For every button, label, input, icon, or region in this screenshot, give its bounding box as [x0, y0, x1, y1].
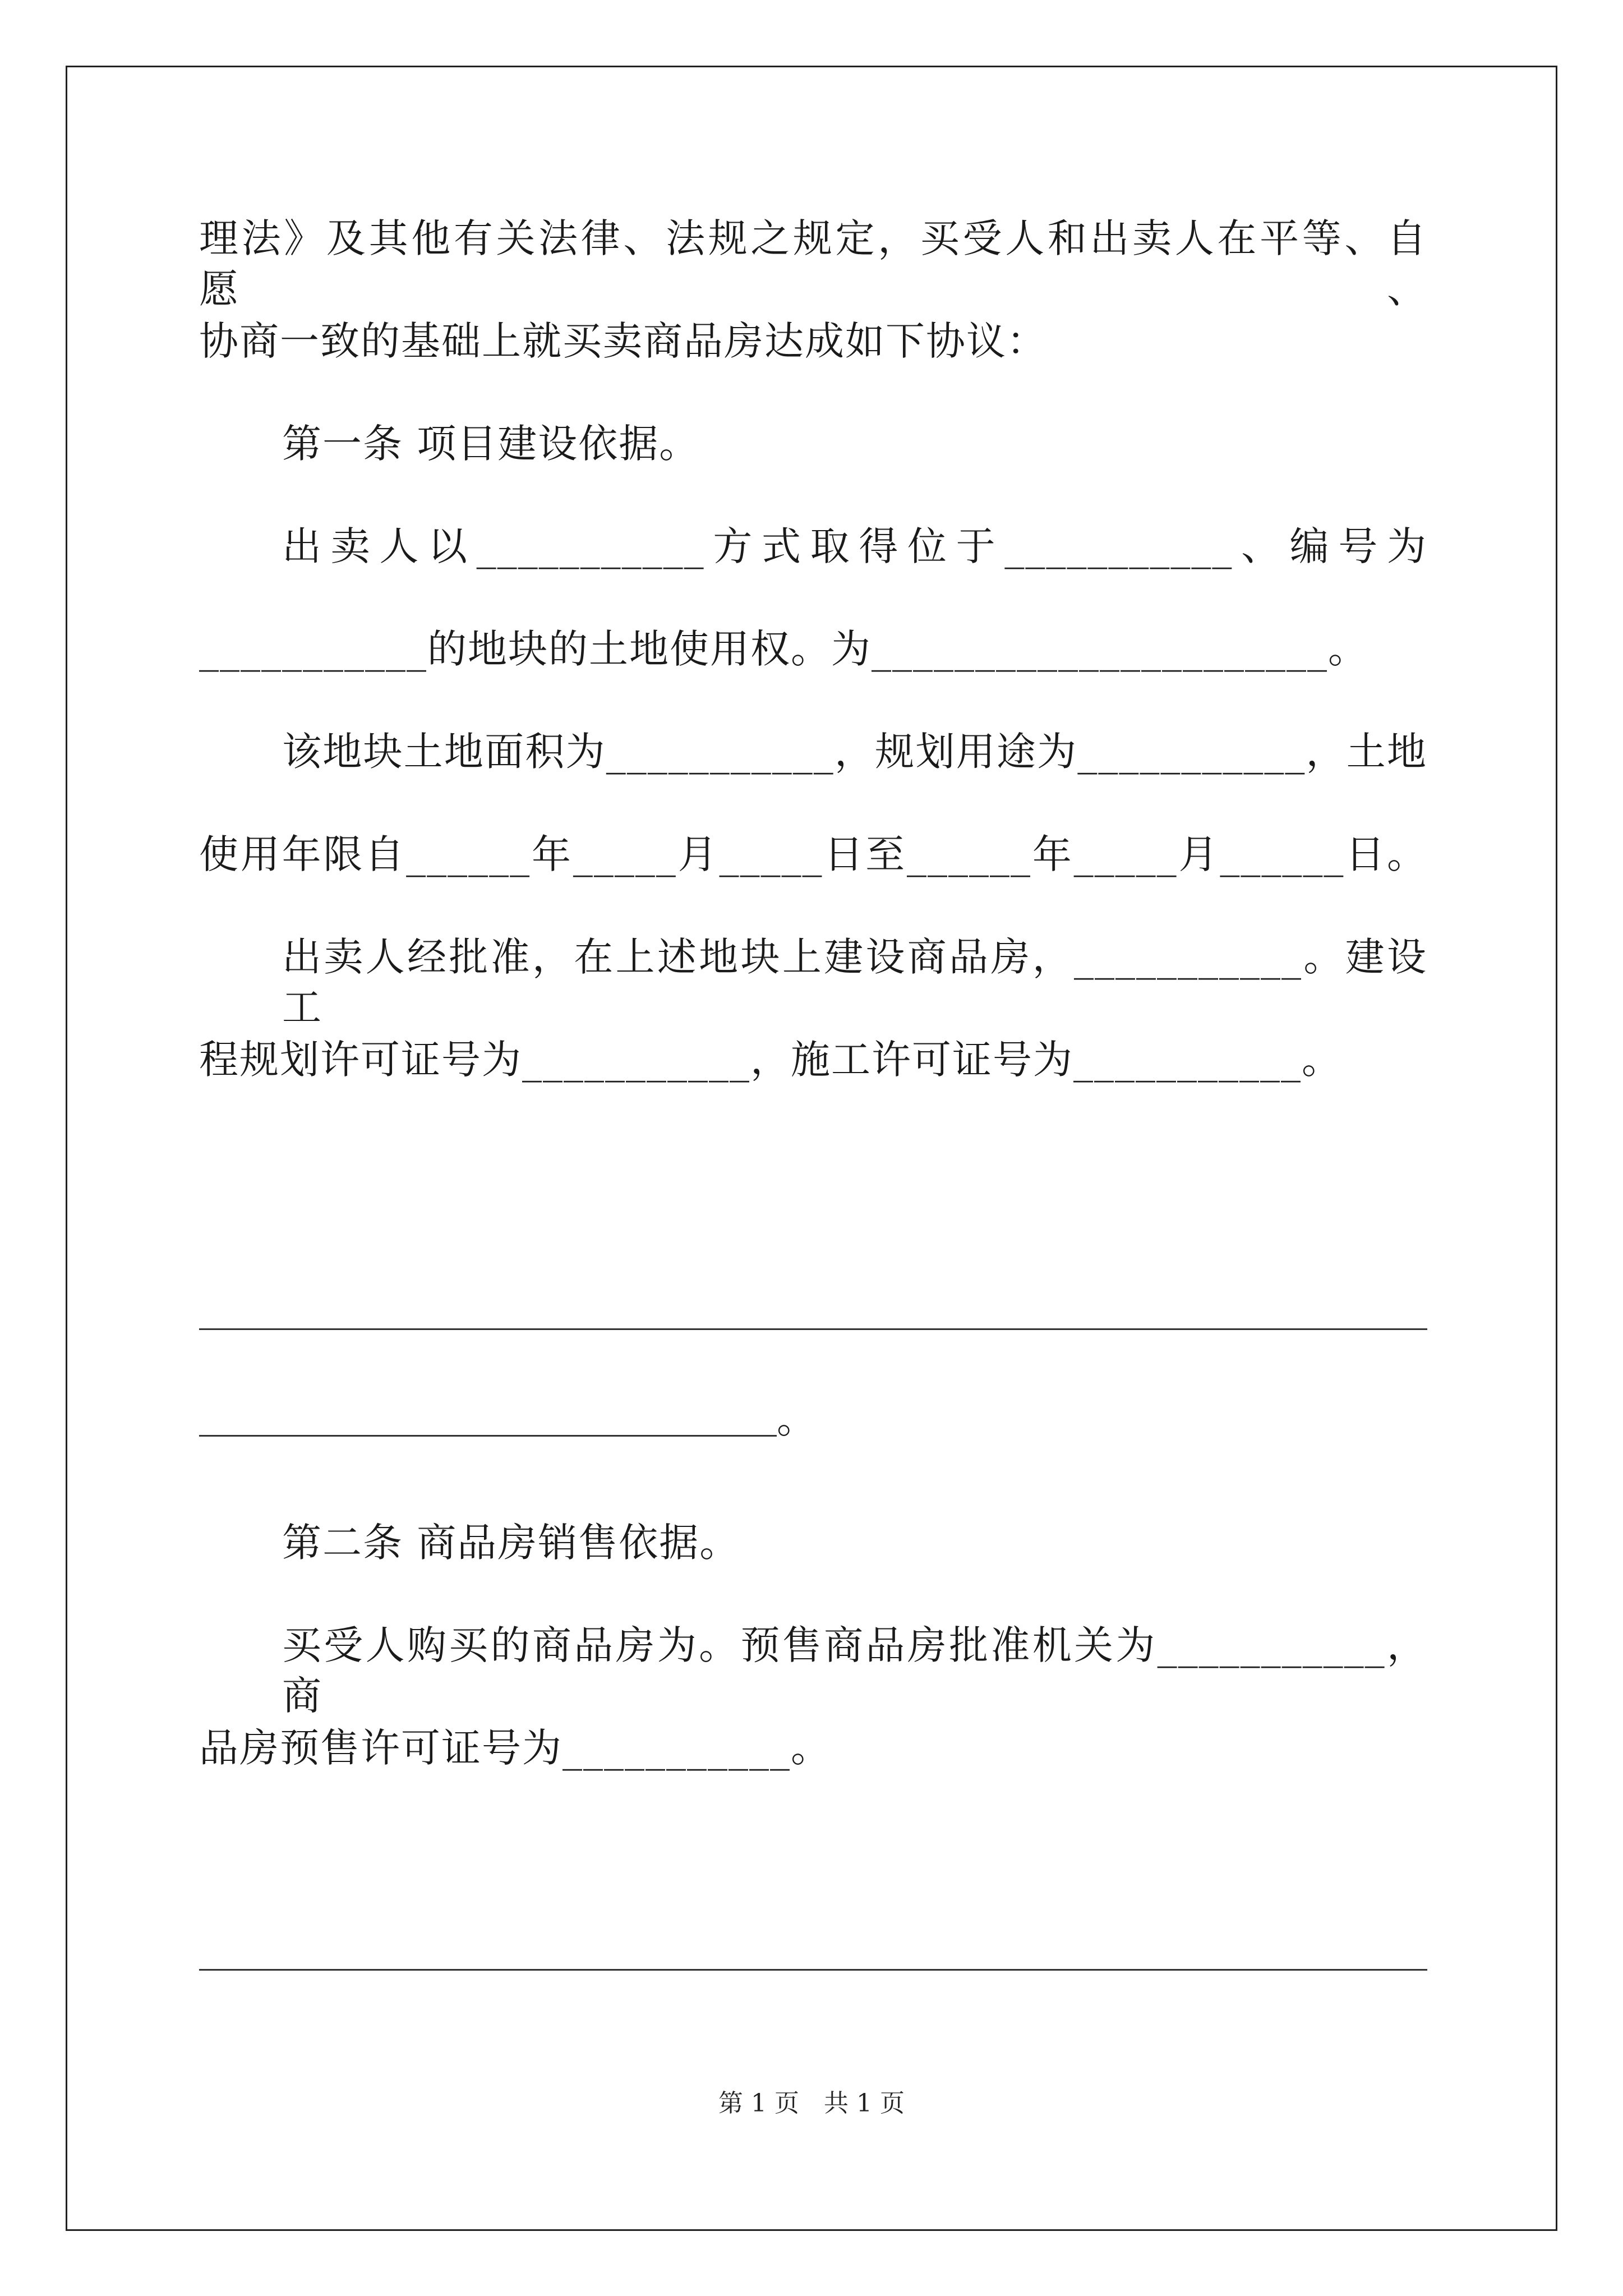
article-heading: 第二条 商品房销售依据。	[282, 1520, 740, 1566]
paragraph-line: 理法》及其他有关法律、法规之规定，买受人和出卖人在平等、自愿、	[199, 215, 1427, 312]
paragraph-line: 买受人购买的商品房为。预售商品房批准机关为___________，商	[282, 1622, 1427, 1719]
paragraph-line: 协商一致的基础上就买卖商品房达成如下协议：	[199, 318, 1047, 364]
article-heading: 第一条 项目建设依据。	[282, 421, 700, 467]
period-mark: 。	[777, 1396, 816, 1442]
fill-in-blank-line	[199, 1435, 777, 1437]
paragraph-line: 使用年限自______年_____月_____日至______年_____月______日。	[199, 831, 1427, 877]
paragraph-line: ___________的地块的土地使用权。为______________________。	[199, 626, 1368, 672]
fill-in-blank-line	[199, 1969, 1427, 1971]
paragraph-line: 该地块土地面积为___________，规划用途为___________，土地	[282, 729, 1427, 775]
paragraph-line: 出卖人以___________方式取得位于___________、编号为	[282, 523, 1427, 569]
paragraph-line: 品房预售许可证号为___________。	[199, 1725, 831, 1771]
page-border	[66, 66, 1557, 2231]
paragraph-line: 出卖人经批准，在上述地块上建设商品房，___________。建设工	[282, 934, 1427, 1030]
page-number-footer: 第 1 页 共 1 页	[718, 2089, 905, 2118]
paragraph-line: 程规划许可证号为___________，施工许可证号为___________。	[199, 1037, 1342, 1083]
fill-in-blank-line	[199, 1328, 1427, 1330]
